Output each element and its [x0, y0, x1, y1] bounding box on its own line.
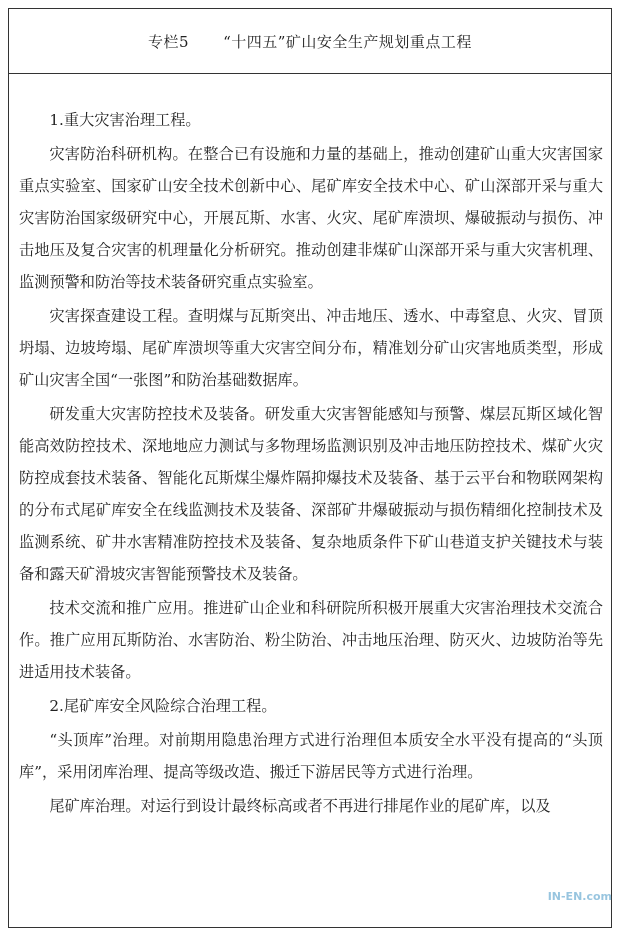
- paragraph: 灾害探查建设工程。查明煤与瓦斯突出、冲击地压、透水、中毒窒息、火灾、冒顶坍塌、边坡垮塌、尾矿库溃坝等重大灾害空间分布，精准划分矿山灾害地质类型，形成矿山灾害全国“一张图”和防治基础数据库。: [19, 307, 603, 389]
- section-heading: 1.重大灾害治理工程。: [49, 111, 201, 129]
- paragraph: “头顶库”治理。对前期用隐患治理方式进行治理但本质安全水平没有提高的“头顶库”，采用闭库治理、提高等级改造、搬迁下游居民等方式进行治理。: [19, 731, 603, 781]
- paragraph: 研发重大灾害防控技术及装备。研发重大灾害智能感知与预警、煤层瓦斯区域化智能高效防控技术、深地地应力测试与多物理场监测识别及冲击地压防控技术、煤矿火灾防控成套技术装备、智能化瓦斯煤尘爆炸隔抑爆技术及装备、基于云平台和物联网架构的分布式尾矿库安全在线监测技术及装备、深部矿井爆破振动与损伤精细化控制技术及监测系统、矿井水害精准防控技术及装备、复杂地质条件下矿山巷道支护关键技术与装备和露天矿滑坡灾害智能预警技术及装备。: [19, 405, 603, 583]
- site-watermark: IN-EN.com: [547, 890, 612, 903]
- paragraph: 技术交流和推广应用。推进矿山企业和科研院所积极开展重大灾害治理技术交流合作。推广应用瓦斯防治、水害防治、粉尘防治、冲击地压治理、防灭火、边坡防治等先进适用技术装备。: [19, 599, 603, 681]
- paragraph: 灾害防治科研机构。在整合已有设施和力量的基础上，推动创建矿山重大灾害国家重点实验室、国家矿山安全技术创新中心、尾矿库安全技术中心、矿山深部开采与重大灾害防治国家级研究中心，开展瓦斯、水害、火灾、尾矿库溃坝、爆破振动与损伤、冲击地压及复合灾害的机理量化分析研究。推动创建非煤矿山深部开采与重大灾害机理、监测预警和防治等技术装备研究重点实验室。: [19, 145, 603, 291]
- column-title: “十四五”矿山安全生产规划重点工程: [223, 32, 472, 51]
- paragraph: 尾矿库治理。对运行到设计最终标高或者不再进行排尾作业的尾矿库，以及: [49, 797, 551, 815]
- section-heading: 2.尾矿库安全风险综合治理工程。: [49, 697, 277, 715]
- column-header: [9, 9, 611, 74]
- column-label: 专栏5: [148, 32, 190, 51]
- column-body: [9, 74, 611, 822]
- column-table: [8, 8, 612, 928]
